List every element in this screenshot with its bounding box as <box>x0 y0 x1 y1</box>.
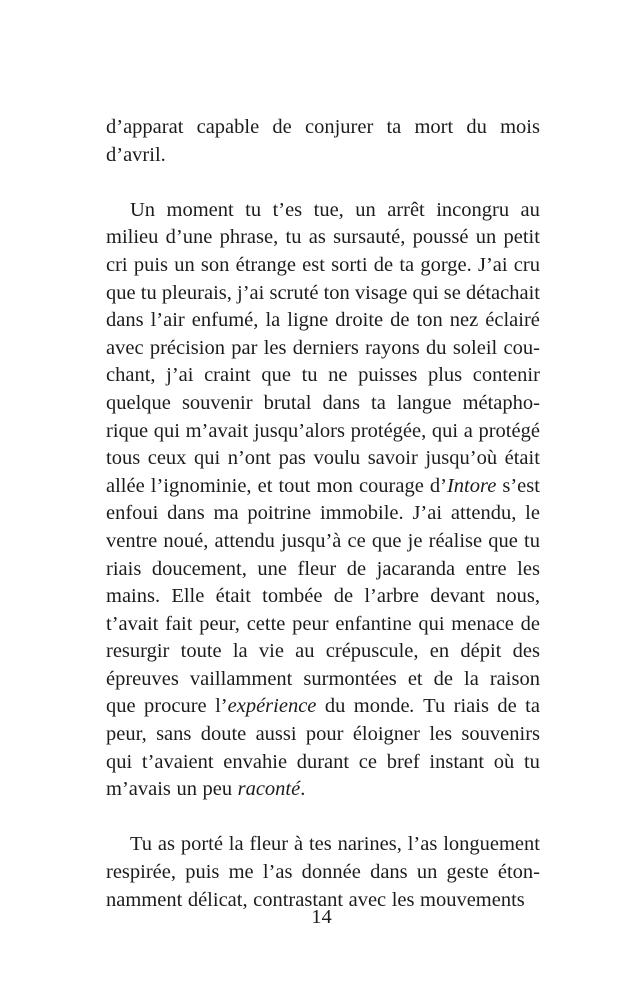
page-number: 14 <box>311 906 332 928</box>
text-line: que tu pleurais, j’ai scruté ton visage qui se détachait <box>106 281 540 304</box>
text-line: milieu d’une phrase, tu as sursauté, poussé un petit <box>106 226 540 249</box>
text-line: chant, j’ai craint que tu ne puisses plus contenir <box>106 364 540 387</box>
text-line: m’avais un peu raconté. <box>106 778 306 801</box>
text-line: quelque souvenir brutal dans ta langue métapho- <box>106 391 540 414</box>
text-line: enfoui dans ma poitrine immobile. J’ai attendu, le <box>106 502 540 525</box>
text-line: avec précision par les derniers rayons du soleil cou- <box>106 336 540 359</box>
text-line: peur, sans doute aussi pour éloigner les souvenirs <box>106 723 540 746</box>
text-line: d’apparat capable de conjurer ta mort du mois <box>106 116 540 138</box>
text-line: allée l’ignominie, et tout mon courage d’Intore s’est <box>106 474 540 497</box>
text-line: resurgir toute la vie au crépuscule, en dépit des <box>106 640 540 663</box>
paragraph <box>106 831 540 914</box>
text-line: d’avril. <box>106 143 166 166</box>
paragraph-gap <box>106 169 540 197</box>
text-line: épreuves vaillamment surmontées et de la raison <box>106 667 540 690</box>
body-text <box>106 114 540 914</box>
text-line: Tu as porté la fleur à tes narines, l’as longuement <box>130 833 540 856</box>
paragraph-gap <box>106 804 540 832</box>
text-line: rique qui m’avait jusqu’alors protégée, qui a protégé <box>106 419 540 442</box>
text-line: dans l’air enfumé, la ligne droite de ton nez éclairé <box>106 309 540 332</box>
text-line: t’avait fait peur, cette peur enfantine qui menace de <box>106 612 540 635</box>
text-line: qui t’avaient envahie durant ce bref instant où tu <box>106 750 540 773</box>
paragraph <box>106 197 540 804</box>
text-line: riais doucement, une fleur de jacaranda entre les <box>106 557 540 580</box>
paragraph <box>106 114 540 169</box>
text-line: tous ceux qui n’ont pas voulu savoir jusqu’où était <box>106 447 540 470</box>
text-line: cri puis un son étrange est sorti de ta gorge. J’ai cru <box>106 253 540 276</box>
text-line: respirée, puis me l’as donnée dans un geste éton- <box>106 861 540 884</box>
text-line: que procure l’expérience du monde. Tu riais de ta <box>106 695 540 718</box>
text-line: mains. Elle était tombée de l’arbre devant nous, <box>106 585 540 608</box>
text-line: Un moment tu t’es tue, un arrêt incongru au <box>130 198 540 221</box>
text-line: ventre noué, attendu jusqu’à ce que je réalise que tu <box>106 529 540 552</box>
text-line: namment délicat, contrastant avec les mouvements <box>106 888 525 911</box>
